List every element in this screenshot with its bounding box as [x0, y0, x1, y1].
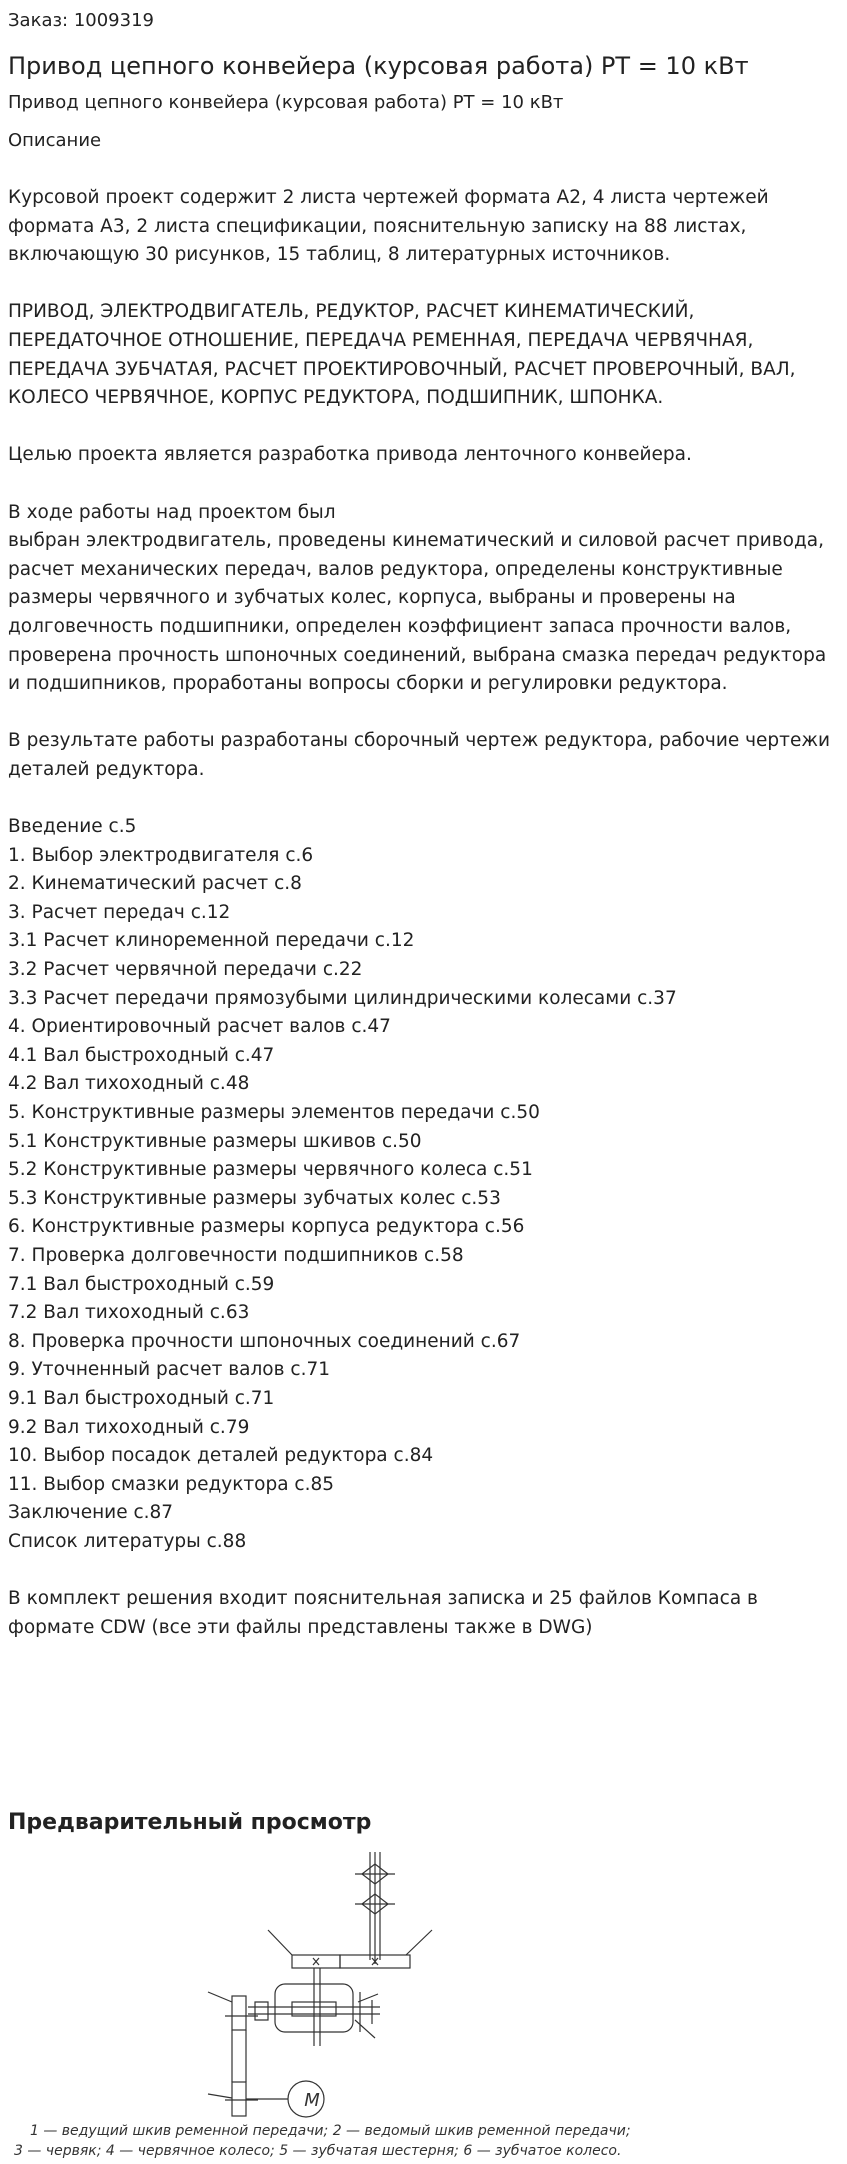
toc-item: 3. Расчет передач с.12 [8, 901, 231, 923]
toc-item: 7. Проверка долговечности подшипников с.58 [8, 1244, 464, 1266]
package-paragraph: В комплект решения входит пояснительная записка и 25 файлов Компаса в формате CDW (все эти файлы представлены также в DWG) [8, 1588, 758, 1638]
toc-item: 4.2 Вал тихоходный с.48 [8, 1073, 250, 1095]
toc-item: 7.2 Вал тихоходный с.63 [8, 1302, 250, 1324]
page-title: Привод цепного конвейера (курсовая работа) PT = 10 кВт [8, 52, 749, 80]
toc-item: 9.1 Вал быстроходный с.71 [8, 1387, 275, 1409]
table-of-contents [8, 813, 838, 1556]
toc-item: 5.3 Конструктивные размеры зубчатых колес с.53 [8, 1187, 501, 1209]
description-heading: Описание [8, 130, 102, 151]
goal-paragraph: Целью проекта является разработка привода ленточного конвейера. [8, 444, 692, 466]
toc-item: Список литературы с.88 [8, 1530, 247, 1552]
order-number: Заказ: 1009319 [8, 10, 154, 31]
toc-item: 5.1 Конструктивные размеры шкивов с.50 [8, 1130, 422, 1152]
page-content [8, 0, 838, 1671]
toc-item: 7.1 Вал быстроходный с.59 [8, 1273, 275, 1295]
toc-item: 6. Конструктивные размеры корпуса редуктора с.56 [8, 1216, 525, 1238]
toc-item: 5.2 Конструктивные размеры червячного колеса с.51 [8, 1159, 533, 1181]
preview-heading-wrap [8, 1808, 838, 1838]
page-subtitle: Привод цепного конвейера (курсовая работа) PT = 10 кВт [8, 92, 564, 113]
keywords-paragraph: ПРИВОД, ЭЛЕКТРОДВИГАТЕЛЬ, РЕДУКТОР, РАСЧЕТ КИНЕМАТИЧЕСКИЙ, ПЕРЕДАТОЧНОЕ ОТНОШЕНИЕ, ПЕРЕДАЧА РЕМЕННАЯ, ПЕРЕДАЧА ЧЕРВЯЧНАЯ, ПЕРЕДАЧА ЗУБЧАТАЯ, РАСЧЕТ ПРОЕКТИРОВОЧНЫЙ, РАСЧЕТ ПРОВЕРОЧНЫЙ, ВАЛ, КОЛЕСО ЧЕРВЯЧНОЕ, КОРПУС РЕДУКТОРА, ПОДШИПНИК, ШПОНКА. [8, 301, 796, 409]
toc-item: 4. Ориентировочный расчет валов с.47 [8, 1016, 391, 1038]
toc-item: 3.3 Расчет передачи прямозубыми цилиндрическими колесами с.37 [8, 987, 677, 1009]
toc-item: 1. Выбор электродвигателя с.6 [8, 844, 314, 866]
toc-item: 4.1 Вал быстроходный с.47 [8, 1044, 275, 1066]
caption-line1: 1 — ведущий шкив ременной передачи; 2 — ведомый шкив ременной передачи; [30, 2123, 631, 2139]
toc-item: 9. Уточненный расчет валов с.71 [8, 1359, 330, 1381]
preview-heading: Предварительный просмотр [8, 1810, 372, 1835]
caption-line2: 3 — червяк; 4 — червячное колесо; 5 — зубчатая шестерня; 6 — зубчатое колесо. [14, 2143, 622, 2159]
toc-item: 8. Проверка прочности шпоночных соединений с.67 [8, 1330, 521, 1352]
description-paragraph: Курсовой проект содержит 2 листа чертежей формата А2, 4 листа чертежей формата А3, 2 листа спецификации, пояснительную записку на 88 листах, включающую 30 рисунков, 15 таблиц, 8 литературных источников. [8, 187, 769, 266]
toc-item: 5. Конструктивные размеры элементов передачи с.50 [8, 1102, 540, 1123]
result-paragraph: В результате работы разработаны сборочный чертеж редуктора, рабочие чертежи деталей редуктора. [8, 730, 831, 780]
preview-drawing [0, 1852, 847, 2164]
toc-item: 3.1 Расчет клиноременной передачи с.12 [8, 930, 415, 952]
description-body [8, 184, 838, 1642]
toc-item: 9.2 Вал тихоходный с.79 [8, 1416, 250, 1438]
work-paragraph [8, 499, 838, 699]
toc-item: Заключение с.87 [8, 1502, 174, 1524]
toc-item: 10. Выбор посадок деталей редуктора с.84 [8, 1445, 434, 1467]
toc-item: 2. Кинематический расчет с.8 [8, 873, 302, 895]
kinematic-scheme [0, 1852, 847, 2164]
work-paragraph-line2: выбран электродвигатель, проведены кинематический и силовой расчет привода, расчет механических передач, валов редуктора, определены конструктивные размеры червячного и зубчатых колес, корпуса, выбраны и проверены на долговечность подшипники, определен коэффициент запаса прочности валов, проверена прочность шпоночных соединений, выбрана смазка передач редуктора и подшипников, проработаны вопросы сборки и регулировки редуктора. [8, 530, 827, 695]
work-paragraph-line1: В ходе работы над проектом был [8, 501, 336, 523]
toc-item: 11. Выбор смазки редуктора с.85 [8, 1473, 335, 1495]
toc-item: 3.2 Расчет червячной передачи с.22 [8, 959, 363, 981]
toc-item: Введение с.5 [8, 816, 137, 838]
motor-label: M [304, 2090, 320, 2111]
